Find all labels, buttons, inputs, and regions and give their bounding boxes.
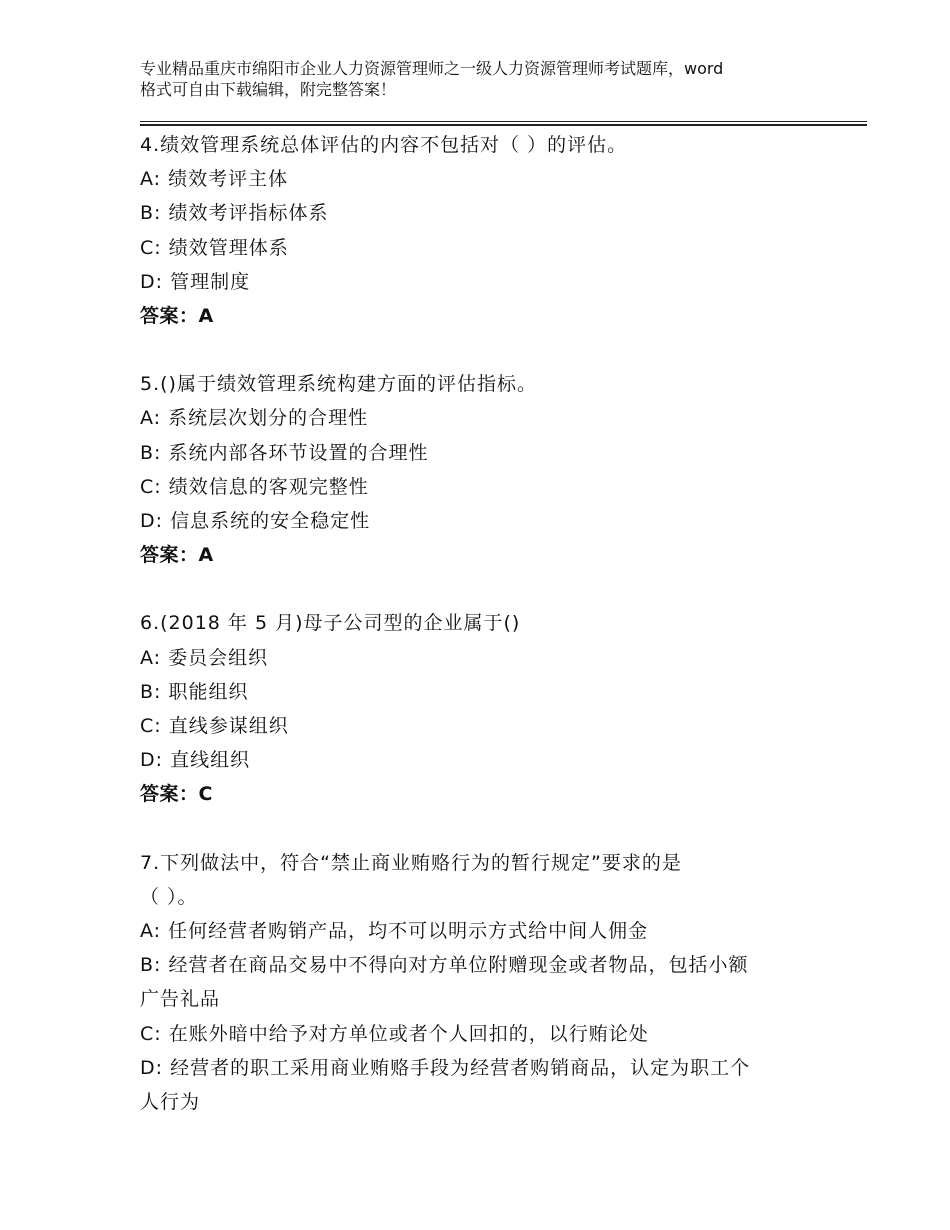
- document-header: [140, 58, 830, 100]
- question-block: [140, 367, 820, 572]
- answer-option: C: 直线参谋组织: [140, 715, 289, 738]
- answer-option: A: 任何经营者购销产品，均不可以明示方式给中间人佣金: [140, 920, 649, 943]
- correct-answer: 答案：A: [140, 305, 214, 328]
- question-stem: 7.下列做法中，符合“禁止商业贿赂行为的暂行规定”要求的是: [140, 851, 682, 874]
- answer-option: B: 绩效考评指标体系: [140, 202, 329, 225]
- answer-option: C: 在账外暗中给予对方单位或者个人回扣的，以行贿论处: [140, 1022, 649, 1045]
- answer-option: 广告礼品: [140, 988, 221, 1011]
- answer-option: C: 绩效信息的客观完整性: [140, 475, 369, 498]
- question-stem: （ ）。: [140, 885, 198, 908]
- question-block: [140, 128, 820, 333]
- question-stem: 6.(2018 年 5 月)母子公司型的企业属于(): [140, 612, 521, 635]
- question-list: [140, 128, 820, 1119]
- correct-answer: 答案：C: [140, 783, 213, 806]
- answer-option: A: 系统层次划分的合理性: [140, 407, 369, 430]
- header-line-2: 格式可自由下载编辑，附完整答案！: [140, 80, 397, 99]
- divider-thick-line: [140, 124, 867, 126]
- question-spacer: [140, 333, 820, 367]
- answer-option: C: 绩效管理体系: [140, 236, 289, 259]
- answer-option: 人行为: [140, 1091, 201, 1114]
- question-spacer: [140, 812, 820, 846]
- question-stem: 5.()属于绩效管理系统构建方面的评估指标。: [140, 373, 537, 396]
- question-spacer: [140, 572, 820, 606]
- answer-option: A: 绩效考评主体: [140, 168, 289, 191]
- answer-option: D: 直线组织: [140, 749, 251, 772]
- correct-answer: 答案：A: [140, 544, 214, 567]
- answer-option: D: 管理制度: [140, 270, 251, 293]
- question-stem: 4.绩效管理系统总体评估的内容不包括对（ ）的评估。: [140, 134, 628, 156]
- question-block: [140, 606, 820, 811]
- answer-option: B: 经营者在商品交易中不得向对方单位附赠现金或者物品，包括小额: [140, 954, 749, 977]
- header-line-1: 专业精品重庆市绵阳市企业人力资源管理师之一级人力资源管理师考试题库，word: [140, 59, 724, 78]
- answer-option: D: 信息系统的安全稳定性: [140, 510, 371, 533]
- answer-option: B: 系统内部各环节设置的合理性: [140, 441, 429, 464]
- answer-option: A: 委员会组织: [140, 646, 269, 669]
- answer-option: D: 经营者的职工采用商业贿赂手段为经营者购销商品，认定为职工个: [140, 1056, 751, 1079]
- answer-option: B: 职能组织: [140, 680, 249, 703]
- header-divider: [140, 121, 867, 127]
- question-block: [140, 846, 820, 1120]
- divider-thin-line: [140, 121, 867, 122]
